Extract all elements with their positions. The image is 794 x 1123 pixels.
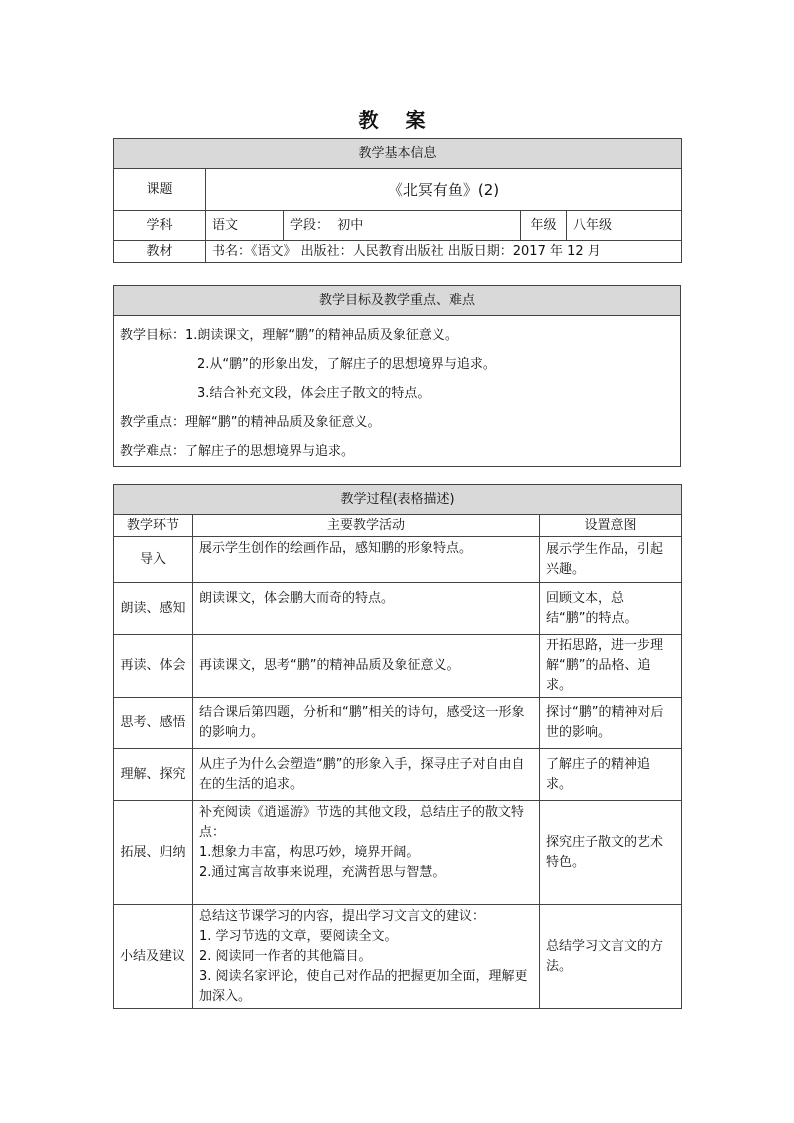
column-header-activity: 主要教学活动 [193, 515, 540, 537]
activity-cell: 从庄子为什么会塑造“鹏”的形象入手，探寻庄子对自由自在的生活的追求。 [193, 749, 540, 801]
subject-value: 语文 [206, 211, 284, 241]
subject-label: 学科 [114, 211, 206, 241]
stage-cell: 导入 [114, 537, 193, 583]
intent-cell: 开拓思路，进一步理解“鹏”的品格、追求。 [540, 635, 682, 698]
column-header-intent: 设置意图 [540, 515, 682, 537]
intent-cell: 回顾文本，总结“鹏”的特点。 [540, 583, 682, 635]
activity-cell: 展示学生创作的绘画作品，感知鹏的形象特点。 [193, 537, 540, 583]
stage-cell: 小结及建议 [114, 905, 193, 1009]
stage-cell: 再读、体会 [114, 635, 193, 698]
goal-line: 教学目标：1.朗读课文，理解“鹏”的精神品质及象征意义。 [120, 328, 458, 343]
activity-line: 3. 阅读名家评论，使自己对作品的把握更加全面，理解更加深入。 [199, 969, 528, 1004]
basic-info-table [113, 138, 682, 263]
table-row [114, 537, 682, 583]
intent-cell: 探究庄子散文的艺术特色。 [540, 801, 682, 905]
activity-cell [193, 801, 540, 905]
process-header: 教学过程(表格描述) [114, 485, 682, 515]
stage-cell: 朗读、感知 [114, 583, 193, 635]
intent-cell: 了解庄子的精神追求。 [540, 749, 682, 801]
key-point-line: 教学重点：理解“鹏”的精神品质及象征意义。 [120, 415, 381, 430]
intent-cell: 展示学生作品，引起兴趣。 [540, 537, 682, 583]
goal-line: 3.结合补充文段，体会庄子散文的特点。 [197, 386, 431, 401]
column-header-stage: 教学环节 [114, 515, 193, 537]
activity-cell: 结合课后第四题，分析和“鹏”相关的诗句，感受这一形象的影响力。 [193, 698, 540, 749]
difficulty-line: 教学难点：了解庄子的思想境界与追求。 [120, 444, 355, 459]
activity-cell: 再读课文，思考“鹏”的精神品质及象征意义。 [193, 635, 540, 698]
textbook-value: 书名：《语文》 出版社：人民教育出版社 出版日期：2017 年 12 月 [206, 241, 682, 263]
table-row [114, 583, 682, 635]
activity-line: 1. 学习节选的文章，要阅读全文。 [199, 929, 398, 944]
activity-line: 总结这节课学习的内容，提出学习文言文的建议： [199, 909, 486, 924]
activity-cell: 朗读课文，体会鹏大而奇的特点。 [193, 583, 540, 635]
basic-info-header: 教学基本信息 [114, 139, 682, 169]
table-row [114, 698, 682, 749]
table-row [114, 635, 682, 698]
activity-line: 2. 阅读同一作者的其他篇目。 [199, 949, 372, 964]
table-row [114, 905, 682, 1009]
topic-value: 《北冥有鱼》(2) [206, 169, 682, 211]
activity-cell [193, 905, 540, 1009]
stage-cell: 思考、感悟 [114, 698, 193, 749]
activity-line: 补充阅读《逍遥游》节选的其他文段，总结庄子的散文特点： [199, 805, 525, 840]
goals-header: 教学目标及教学重点、难点 [114, 286, 681, 316]
activity-line: 2.通过寓言故事来说理，充满哲思与智慧。 [199, 865, 446, 880]
goals-body [114, 316, 681, 467]
document-title: 教 案 [358, 108, 436, 132]
grade-value: 八年级 [567, 211, 682, 241]
table-row [114, 801, 682, 905]
goal-line: 2.从“鹏”的形象出发，了解庄子的思想境界与追求。 [197, 357, 496, 372]
table-row [114, 749, 682, 801]
grade-label: 年级 [521, 211, 567, 241]
topic-label: 课题 [114, 169, 206, 211]
goals-table [113, 285, 681, 467]
stage-value: 初中 [337, 217, 364, 233]
stage-cell: 理解、探究 [114, 749, 193, 801]
stage-cell [284, 211, 521, 241]
stage-cell: 拓展、归纳 [114, 801, 193, 905]
stage-label: 学段： [290, 217, 330, 233]
intent-cell: 探讨“鹏”的精神对后世的影响。 [540, 698, 682, 749]
process-table [113, 484, 682, 1009]
textbook-label: 教材 [114, 241, 206, 263]
activity-line: 1.想象力丰富，构思巧妙，境界开阔。 [199, 845, 420, 860]
intent-cell: 总结学习文言文的方法。 [540, 905, 682, 1009]
